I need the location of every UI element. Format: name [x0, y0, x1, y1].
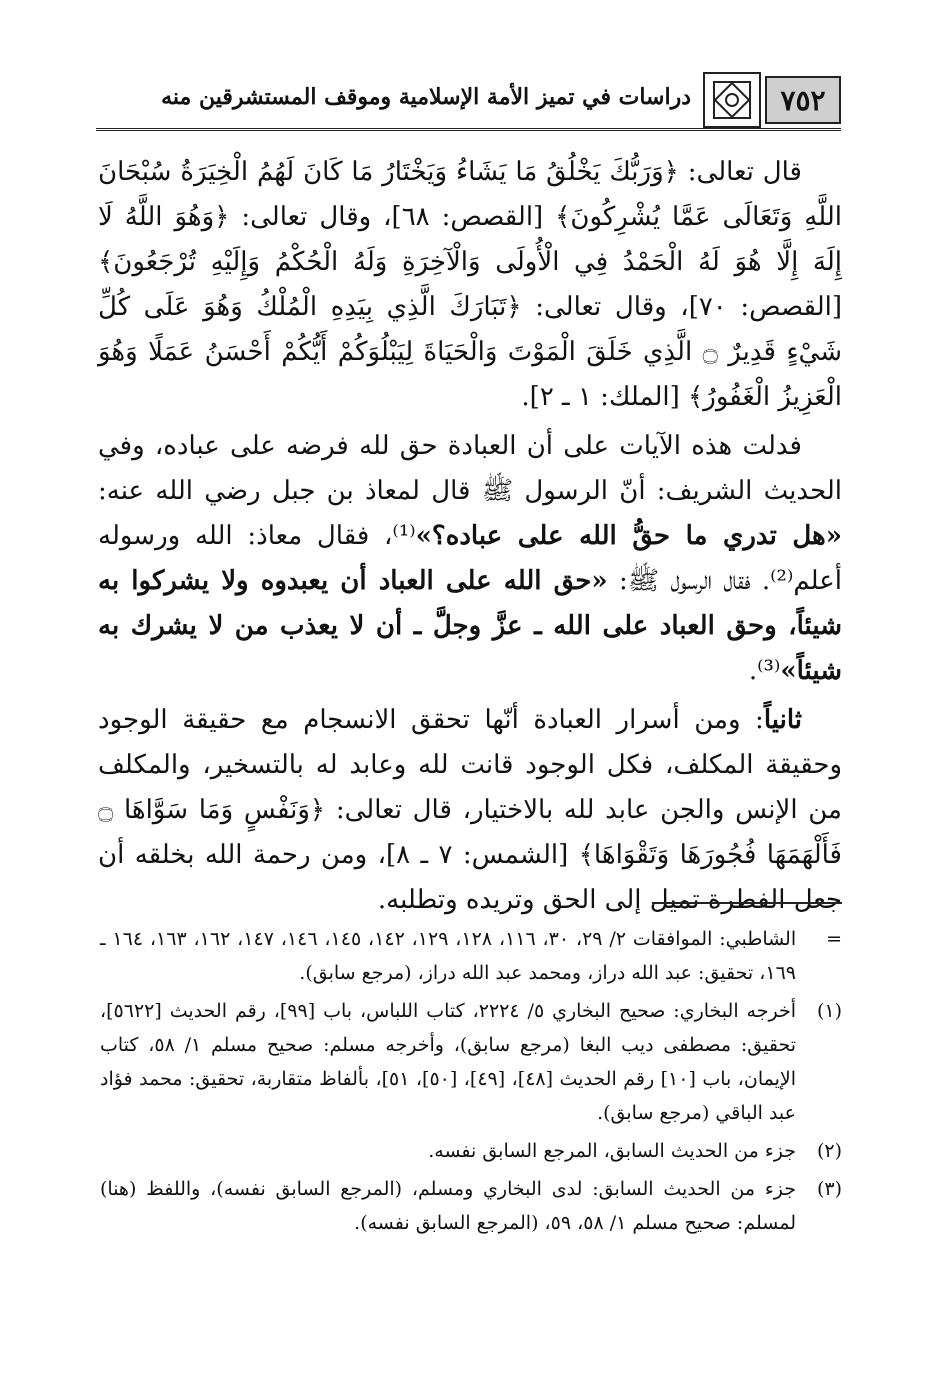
page-number: ٧٥٢ — [765, 76, 841, 124]
hadith-question: «هل تدري ما حقُّ الله على عباده؟» — [415, 521, 843, 551]
paragraph-3-lead: ثانياً — [763, 705, 802, 735]
footnote-text: الشاطبي: الموافقات ٢/ ٢٩، ٣٠، ١١٦، ١٢٨، ١٢٩، ١٤٢، ١٤٥، ١٤٦، ١٤٧، ١٦٢، ١٦٣، ١٦٤ ـ ١٦٩، تحقيق: عبد الله دراز، ومحمد عبد الله دراز، (مرجع سابق). — [100, 928, 797, 984]
ornament-icon-svg — [710, 78, 754, 122]
running-title: دراسات في تميز الأمة الإسلامية وموقف المستشرقين منه — [161, 84, 691, 110]
footnote-item — [100, 922, 842, 990]
hadith-answer: «حق الله على العباد أن يعبدوه ولا يشركوا به شيئاً، وحق العباد على الله ـ عزَّ وجلَّ ـ أن لا يعذب من لا يشرك به شيئاً» — [98, 566, 842, 686]
footnote-marker: (٣) — [816, 1178, 842, 1200]
paragraph-1-text: قال تعالى: ﴿وَرَبُّكَ يَخْلُقُ مَا يَشَاءُ وَيَخْتَارُ مَا كَانَ لَهُمُ الْخِيَرَةُ سُبْحَانَ اللَّهِ وَتَعَالَى عَمَّا يُشْرِكُونَ﴾ [القصص: ٦٨]، وقال تعالى: ﴿وَهُوَ اللَّهُ لَا إِلَهَ إِلَّا هُوَ لَهُ الْحَمْدُ فِي الْأُولَى وَالْآخِرَةِ وَلَهُ الْحُكْمُ وَإِلَيْهِ تُرْجَعُونَ﴾ [القصص: ٧٠]، وقال تعالى: ﴿تَبَارَكَ الَّذِي بِيَدِهِ الْمُلْكُ وَهُوَ عَلَى كُلِّ شَيْءٍ قَدِيرٌ ۝ الَّذِي خَلَقَ الْمَوْتَ وَالْحَيَاةَ لِيَبْلُوَكُمْ أَيُّكُمْ أَحْسَنُ عَمَلًا وَهُوَ الْعَزِيزُ الْغَفُورُ﴾ [الملك: ١ ـ ٢]. — [98, 157, 842, 412]
page-header — [96, 70, 841, 130]
footnote-marker: (١) — [816, 1000, 842, 1022]
footnote-marker: = — [826, 928, 842, 950]
footnote-text: جزء من الحديث السابق، المرجع السابق نفسه. — [428, 1140, 796, 1162]
footnote-item — [100, 1172, 842, 1240]
main-text — [98, 150, 842, 927]
header-divider — [96, 128, 841, 131]
p2-middle: ⁽¹⁾، فقال معاذ: الله ورسوله أعلم⁽²⁾. فقال الرسول ﷺ: — [98, 521, 843, 596]
footnote-separator — [652, 902, 842, 904]
p2-intro: فدلت هذه الآيات على أن العبادة حق لله فرضه على عباده، وفي الحديث الشريف: أنّ الرسول ﷺ قال لمعاذ بن جبل رضي الله عنه: — [98, 431, 842, 506]
paragraph-3 — [98, 698, 842, 923]
paragraph-1 — [98, 150, 842, 420]
footnote-item — [100, 1134, 842, 1168]
footnote-item — [100, 994, 842, 1130]
p2-end: ⁽³⁾. — [748, 656, 781, 686]
footnote-text: جزء من الحديث السابق: لدى البخاري ومسلم، (المرجع السابق نفسه)، واللفظ (هنا) لمسلم: صحيح مسلم ١/ ٥٨، ٥٩، (المرجع السابق نفسه). — [100, 1178, 796, 1234]
footnotes — [100, 922, 842, 1244]
ornament-icon — [703, 72, 761, 128]
paragraph-2 — [98, 424, 842, 694]
footnote-text: أخرجه البخاري: صحيح البخاري ٥/ ٢٢٢٤، كتاب اللباس، باب [٩٩]، رقم الحديث [٥٦٢٢]، تحقيق: مصطفى ديب البغا (مرجع سابق)، وأخرجه مسلم: صحيح مسلم ١/ ٥٨، كتاب الإيمان، باب [١٠] رقم الحديث [٤٨]، [٤٩]، [٥٠]، ٥١]، بألفاظ متقاربة، تحقيق: محمد فؤاد عبد الباقي (مرجع سابق). — [100, 1000, 797, 1124]
paragraph-3-text: : ومن أسرار العبادة أنّها تحقق الانسجام مع حقيقة الوجود وحقيقة المكلف، فكل الوجود قانت لله وعابد له بالتسخير، والمكلف من الإنس والجن عابد لله بالاختيار، قال تعالى: ﴿وَنَفْسٍ وَمَا سَوَّاهَا ۝ فَأَلْهَمَهَا فُجُورَهَا وَتَقْوَاهَا﴾ [الشمس: ٧ ـ ٨]، ومن رحمة الله بخلقه أن جعل الفطرة تميل إلى الحق وتريده وتطلبه. — [98, 705, 842, 915]
footnote-marker: (٢) — [816, 1140, 842, 1162]
